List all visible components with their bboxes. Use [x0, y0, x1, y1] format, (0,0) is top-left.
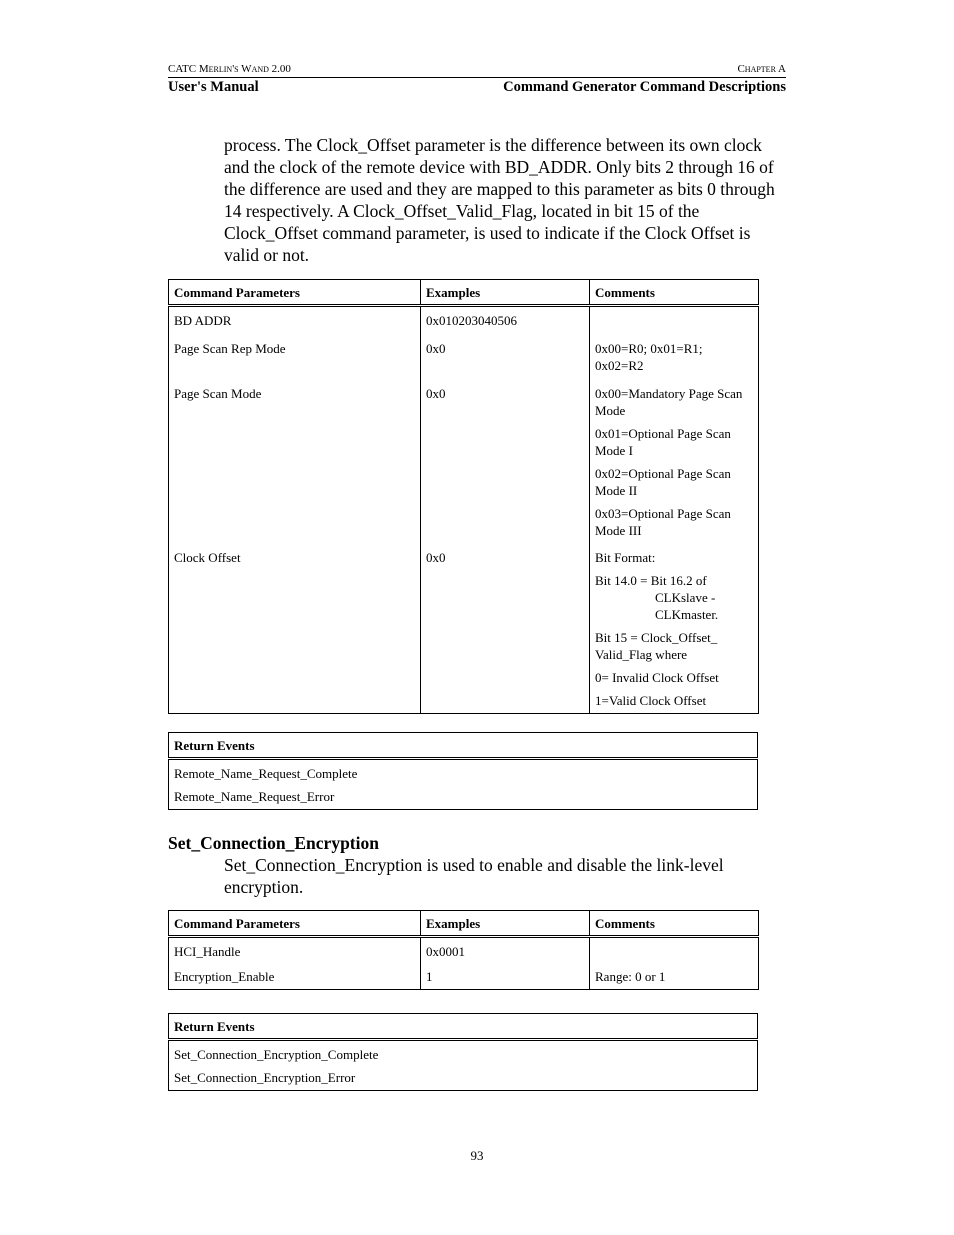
- comment-line: 0x01=Optional Page Scan Mode I: [595, 426, 731, 458]
- table-row: [169, 785, 758, 810]
- column-header: Examples: [421, 911, 590, 937]
- table-row: [169, 937, 759, 964]
- comment-line: 0x02=Optional Page Scan Mode II: [595, 466, 731, 498]
- param-cell: HCI_Handle: [169, 937, 421, 964]
- column-header: Command Parameters: [169, 280, 421, 306]
- comment-line: 0= Invalid Clock Offset: [595, 670, 719, 685]
- event-cell: Remote_Name_Request_Error: [169, 785, 758, 810]
- column-header: Return Events: [169, 733, 758, 759]
- section-heading: Set_Connection_Encryption: [168, 833, 379, 853]
- table-header-row: [169, 911, 759, 937]
- table-row: [169, 332, 759, 377]
- example-cell: 0x010203040506: [421, 306, 590, 333]
- table-row: [169, 963, 759, 990]
- section-description: Set_Connection_Encryption is used to enable and disable the link-level encryption.: [224, 855, 724, 897]
- page-number: 93: [470, 1148, 484, 1163]
- param-cell: Clock Offset: [169, 542, 421, 714]
- column-header: Examples: [421, 280, 590, 306]
- comment-line: 0x00=Mandatory Page Scan Mode: [595, 386, 743, 418]
- comment-line: Bit 15 = Clock_Offset_ Valid_Flag where: [595, 630, 718, 662]
- column-header: Comments: [590, 280, 759, 306]
- comment-cell: [590, 377, 759, 542]
- comment-line: 0x00=R0; 0x01=R1; 0x02=R2: [595, 341, 703, 373]
- example-cell: 0x0: [421, 377, 590, 542]
- table-row: [169, 759, 758, 786]
- table-header-row: [169, 1014, 758, 1040]
- table-row: [169, 1066, 758, 1091]
- example-cell: 1: [421, 963, 590, 990]
- column-header: Command Parameters: [169, 911, 421, 937]
- header-chapter: Chapter A: [737, 63, 786, 75]
- comment-line: CLKslave -: [655, 590, 716, 605]
- comment-line: Bit Format:: [595, 550, 656, 565]
- comment-cell: [590, 937, 759, 964]
- event-cell: Set_Connection_Encryption_Complete: [169, 1040, 758, 1067]
- comment-line: 1=Valid Clock Offset: [595, 693, 707, 708]
- example-cell: 0x0: [421, 332, 590, 377]
- table-row: [169, 306, 759, 333]
- header-manual-title: User's Manual: [168, 79, 259, 95]
- return-events-table-2: [168, 1013, 758, 1091]
- intro-paragraph: process. The Clock_Offset parameter is the difference between its own clock and the clock of the remote device with BD_ADDR. Only bits 2 through 16 of the difference are used and they are mapped to this parameter as bits 0 through 14 respectively. A Clock_Offset_Valid_Flag, located in bit 15 of the Clock_Offset command parameter, is used to indicate if the Clock Offset is valid or not.: [224, 135, 775, 265]
- comment-line: CLKmaster.: [655, 607, 719, 622]
- comment-line: Bit 14.0 = Bit 16.2 of: [595, 573, 707, 588]
- param-cell: BD ADDR: [169, 306, 421, 333]
- event-cell: Remote_Name_Request_Complete: [169, 759, 758, 786]
- table-header-row: [169, 733, 758, 759]
- comment-cell: [590, 332, 759, 377]
- command-parameters-table-2: [168, 910, 759, 990]
- header-section-title: Command Generator Command Descriptions: [503, 79, 786, 95]
- event-cell: Set_Connection_Encryption_Error: [169, 1066, 758, 1091]
- command-parameters-table-1: [168, 279, 759, 714]
- table-row: [169, 377, 759, 542]
- example-cell: 0x0001: [421, 937, 590, 964]
- column-header: Return Events: [169, 1014, 758, 1040]
- param-cell: Encryption_Enable: [169, 963, 421, 990]
- header-product-name: CATC Merlin's Wand 2.00: [168, 63, 291, 75]
- table-header-row: [169, 280, 759, 306]
- table-row: [169, 1040, 758, 1067]
- comment-cell: Range: 0 or 1: [590, 963, 759, 990]
- header-rule: [168, 77, 786, 78]
- comment-line: 0x03=Optional Page Scan Mode III: [595, 506, 731, 538]
- comment-cell: [590, 306, 759, 333]
- param-cell: Page Scan Rep Mode: [169, 332, 421, 377]
- table-row: [169, 542, 759, 714]
- example-cell: 0x0: [421, 542, 590, 714]
- param-cell: Page Scan Mode: [169, 377, 421, 542]
- return-events-table-1: [168, 732, 758, 810]
- column-header: Comments: [590, 911, 759, 937]
- comment-cell: [590, 542, 759, 714]
